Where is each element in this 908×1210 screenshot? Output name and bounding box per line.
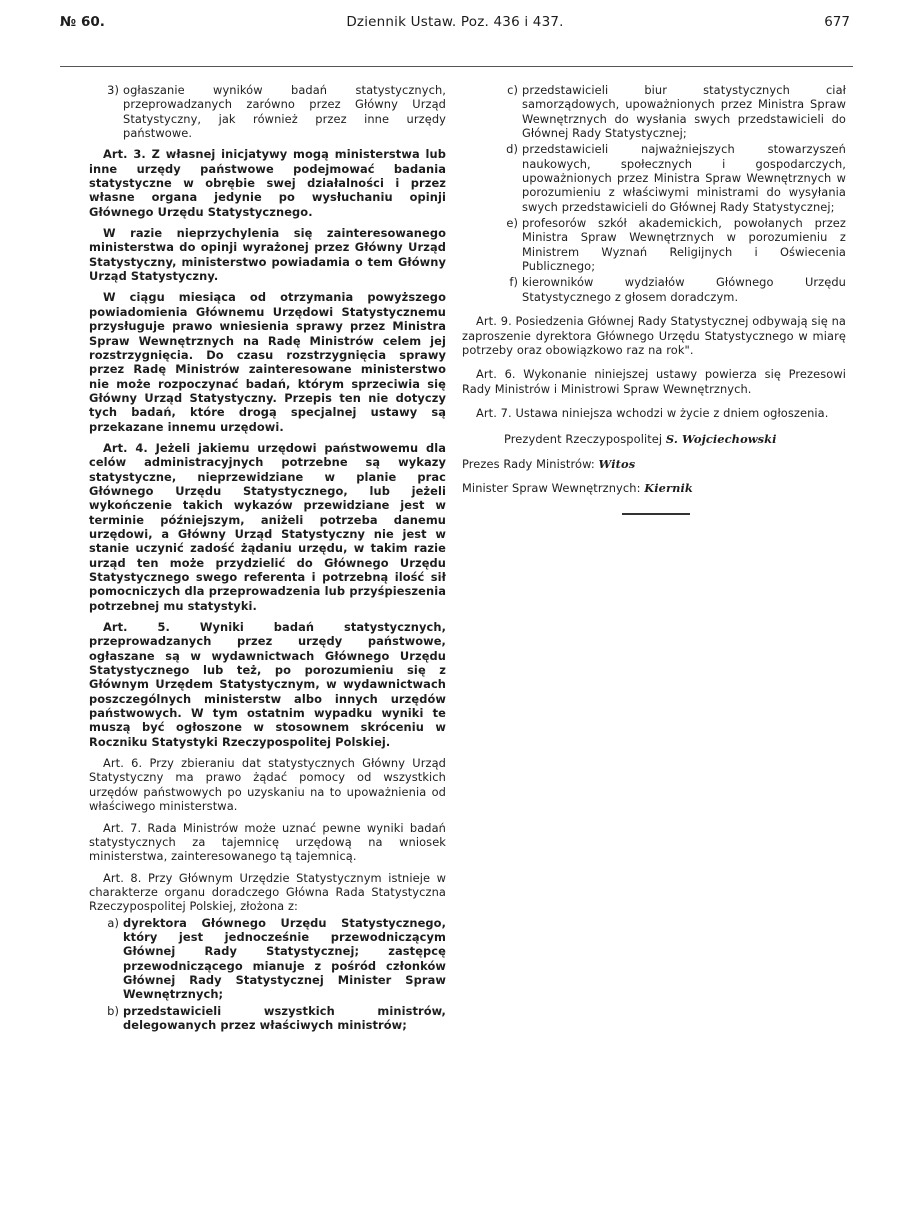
prime-minister-label: Prezes Rady Ministrów:: [462, 456, 595, 471]
end-rule: [622, 513, 690, 515]
article-5: Art. 5. Wyniki badań statystycznych, przeprowadzanych przez urzędy państwowe, ogłaszane są w wydawnictwach Głównego Urzędu Statystycznego lub też, po porozumieniu się z Głównym Urzędem Statystycznym, w wydawnictwach poszczególnych ministerstw albo innych urzędów państwowych. W tym ostatnim wypadku wyniki te muszą być ogłoszone w stosownem skróceniu w Roczniku Statystyki Rzeczypospolitej Polskiej.: [89, 620, 446, 749]
list-item: [462, 142, 846, 214]
list-item: [462, 275, 846, 304]
issue-number: № 60.: [60, 14, 105, 30]
signatures: [462, 432, 846, 495]
list-item: [462, 83, 846, 140]
signature-president: [462, 432, 846, 446]
list-item: [462, 216, 846, 273]
page-number: 677: [824, 14, 850, 30]
list-item: [89, 1004, 446, 1033]
article-3-paragraph-3: W ciągu miesiąca od otrzymania powyższego powiadomienia Głównemu Urzędowi Statystycznemu przysługuje prawo wniesienia sprawy przez Ministra Spraw Wewnętrznych na Radę Ministrów celem jej rozstrzygnięcia. Do czasu rozstrzygnięcia sprawy przez Radę Ministrów zainteresowane ministerstwo nie może rozpoczynać badań, którym sprzeciwia się Główny Urząd Statystyczny. Przepis ten nie dotyczy tych badań, które drogą specjalnej ustawy są przekazane innemu urzędowi.: [89, 290, 446, 434]
article-8: Art. 8. Przy Głównym Urzędzie Statystycznym istnieje w charakterze organu doradczego Główna Rada Statystyczna Rzeczypospolitej Polskiej, złożona z:: [89, 870, 446, 914]
president-label: Prezydent Rzeczypospolitej: [504, 432, 663, 447]
article-7: Art. 7. Rada Ministrów może uznać pewne wyniki badań statystycznych za tajemnicę urzędową na wniosek ministerstwa, zainteresowanego tą tajemnicą.: [89, 820, 446, 864]
interior-minister-label: Minister Spraw Wewnętrznych:: [462, 480, 641, 495]
president-name: S. Wojciechowski: [665, 432, 777, 447]
article-3-paragraph-2: W razie nieprzychylenia się zainteresowanego ministerstwa do opinji wyrażonej przez Główny Urząd Statystyczny, ministerstwo powiadamia o tem Główny Urząd Statystyczny.: [89, 226, 446, 284]
article-6-final: Art. 6. Wykonanie niniejszej ustawy powierza się Prezesowi Rady Ministrów i Ministrowi Spraw Wewnętrznych.: [462, 367, 846, 396]
page-header: [60, 14, 850, 38]
list-marker: c): [507, 83, 518, 97]
list-item: [89, 83, 446, 140]
list-marker: d): [506, 142, 518, 157]
journal-title: Dziennik Ustaw. Poz. 436 i 437.: [346, 14, 564, 30]
article-9: Art. 9. Posiedzenia Głównej Rady Statystycznej odbywają się na zaproszenie dyrektora Głównego Urzędu Statystycznego w miarę potrzeby oraz obowiązkowo raz na rok".: [462, 314, 846, 357]
list-marker: a): [107, 915, 119, 930]
article-6: Art. 6. Przy zbieraniu dat statystycznych Główny Urząd Statystyczny ma prawo żądać pomocy od wszystkich urzędów państwowych po uzyskaniu na to upoważnienia od właściwego ministerstwa.: [89, 756, 446, 814]
list-text: ogłaszanie wyników badań statystycznych, przeprowadzanych zarówno przez Główny Urząd Statystyczny, jak również przez inne urzędy państwowe.: [123, 83, 446, 141]
signature-interior-minister: [462, 481, 846, 495]
list-marker: b): [107, 1003, 119, 1018]
interior-minister-name: Kiernik: [644, 480, 693, 495]
list-text: profesorów szkół akademickich, powołanych przez Ministra Spraw Wewnętrznych w porozumieniu z Ministrem Wyznań Religijnych i Oświecenia Publicznego;: [522, 216, 846, 274]
list-text: przedstawicieli najważniejszych stowarzyszeń naukowych, społecznych i gospodarczych, upoważnionych przez Ministra Spraw Wewnętrznych w porozumieniu z właściwymi ministrami do wysyłania swych przedstawicieli do Głównej Rady Statystycznej;: [522, 142, 846, 214]
list-marker: f): [509, 275, 518, 290]
prime-minister-name: Witos: [598, 456, 636, 471]
list-marker: 3): [107, 83, 119, 97]
article-4: Art. 4. Jeżeli jakiemu urzędowi państwowemu dla celów administracyjnych potrzebne są wykazy statystyczne, nieprzewidziane w planie prac Głównego Urzędu Statystycznego, lub jeżeli wykończenie takich wykazów przewidziane jest w terminie późniejszym, aniżeli potrzeba danemu urzędowi, a Główny Urząd Statystyczny nie jest w stanie uczynić zadość żądaniu urzędu, w takim razie urząd ten może przydzielić do Głównego Urzędu Statystycznego swego referenta i potrzebną ilość sił pomocniczych dla przeprowadzenia lub przyśpieszenia potrzebnej mu statystyki.: [89, 440, 446, 613]
list-text: kierowników wydziałów Głównego Urzędu Statystycznego z głosem doradczym.: [522, 275, 846, 304]
list-text: dyrektora Głównego Urzędu Statystycznego, który jest jednocześnie przewodniczącym Głównej Rady Statystycznej; zastępcę przewodniczącego mianuje z pośród członków Głównej Rady Statystycznej Minister Spraw Wewnętrznych;: [123, 915, 446, 1002]
article-3-paragraph-1: Art. 3. Z własnej inicjatywy mogą ministerstwa lub inne urzędy państwowe podejmować badania statystyczne w obrębie swej działalności i przez własne organa jedynie po wysłuchaniu opinji Głównego Urzędu Statystycznego.: [89, 147, 446, 219]
list-marker: e): [506, 216, 518, 231]
list-text: przedstawicieli wszystkich ministrów, delegowanych przez właściwych ministrów;: [123, 1003, 446, 1032]
left-column: [89, 83, 446, 1032]
header-rule: [60, 66, 853, 67]
article-7-final: Art. 7. Ustawa niniejsza wchodzi w życie z dniem ogłoszenia.: [476, 405, 829, 420]
signature-prime-minister: [462, 457, 846, 471]
right-column: [462, 83, 846, 515]
list-text: przedstawicieli biur statystycznych ciał samorządowych, upoważnionych przez Ministra Spraw Wewnętrznych do wysłania swych przedstawicieli do Głównej Rady Statystycznej;: [522, 83, 846, 141]
list-item: [89, 916, 446, 1002]
